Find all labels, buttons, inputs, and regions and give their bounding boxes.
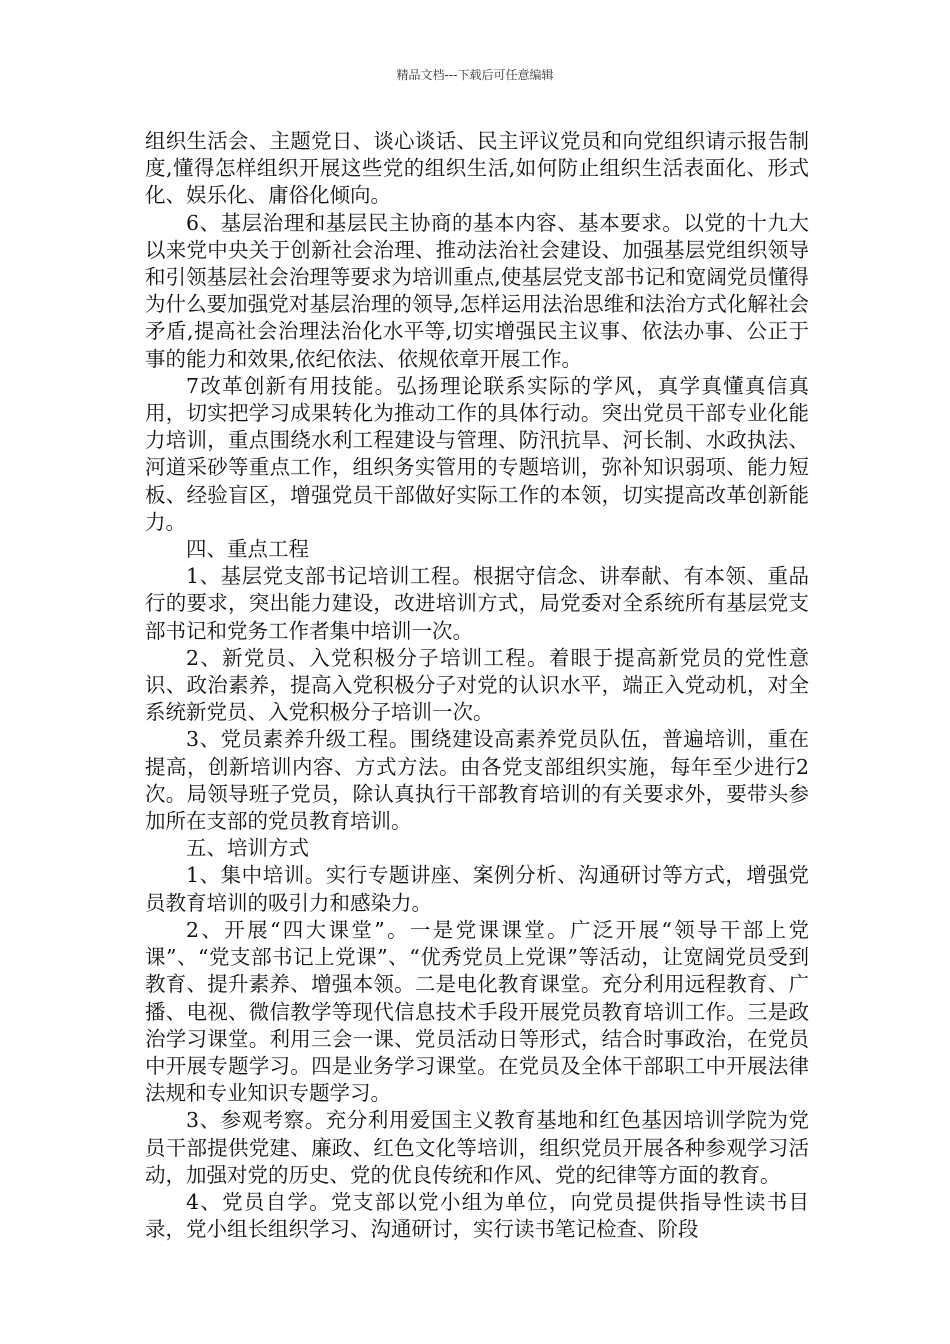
paragraph: 3、党员素养升级工程。围绕建设高素养党员队伍，普遍培训，重在提高，创新培训内容、方式方法。由各党支部组织实施，每年至少进行2次。局领导班子党员，除认真执行干部教育培训的有关要求外，要带头参加所在支部的党员教育培训。 (145, 727, 809, 834)
paragraph: 6、基层治理和基层民主协商的基本内容、基本要求。以党的十九大以来党中央关于创新社会治理、推动法治社会建设、加强基层党组织领导和引领基层社会治理等要求为培训重点,使基层党支部书记和宽阔党员懂得为什么要加强党对基层治理的领导,怎样运用法治思维和法治方式化解社会矛盾,提高社会治理法治化水平等,切实增强民主议事、依法办事、公正于事的能力和效果,依纪依法、依规依章开展工作。 (145, 210, 809, 371)
paragraph: 组织生活会、主题党日、谈心谈话、民主评议党员和向党组织请示报告制度,懂得怎样组织开展这些党的组织生活,如何防止组织生活表面化、形式化、娱乐化、庸俗化倾向。 (145, 129, 809, 208)
paragraph: 2、开展“四大课堂”。一是党课课堂。广泛开展“领导干部上党课”、“党支部书记上党课”、“优秀党员上党课”等活动，让宽阔党员受到教育、提升素养、增强本领。二是电化教育课堂。充分利用远程教育、广播、电视、微信教学等现代信息技术手段开展党员教育培训工作。三是政治学习课堂。利用三会一课、党员活动日等形式，结合时事政治，在党员中开展专题学习。四是业务学习课堂。在党员及全体干部职工中开展法律法规和专业知识专题学习。 (145, 917, 809, 1106)
paragraph: 4、党员自学。党支部以党小组为单位，向党员提供指导性读书目录，党小组长组织学习、沟通研讨，实行读书笔记检查、阶段 (145, 1189, 809, 1242)
paragraph: 1、基层党支部书记培训工程。根据守信念、讲奉献、有本领、重品行的要求，突出能力建设，改进培训方式，局党委对全系统所有基层党支部书记和党务工作者集中培训一次。 (145, 564, 809, 643)
paragraph: 7改革创新有用技能。弘扬理论联系实际的学风，真学真懂真信真用，切实把学习成果转化为推动工作的具体行动。突出党员干部专业化能力培训，重点围绕水利工程建设与管理、防汛抗旱、河长制、水政执法、河道采砂等重点工作，组织务实管用的专题培训，弥补知识弱项、能力短板、经验盲区，增强党员干部做好实际工作的本领，切实提高改革创新能力。 (145, 373, 809, 534)
document-body (145, 128, 809, 1243)
paragraph: 2、新党员、入党积极分子培训工程。着眼于提高新党员的党性意识、政治素养，提高入党积极分子对党的认识水平，端正入党动机，对全系统新党员、入党积极分子培训一次。 (145, 645, 809, 725)
section-heading: 四、重点工程 (186, 537, 309, 562)
paragraph: 1、集中培训。实行专题讲座、案例分析、沟通研讨等方式，增强党员教育培训的吸引力和感染力。 (145, 863, 809, 915)
paragraph: 3、参观考察。充分利用爱国主义教育基地和红色基因培训学院为党员干部提供党建、廉政、红色文化等培训，组织党员开展各种参观学习活动，加强对党的历史、党的优良传统和作风、党的纪律等方面的教育。 (145, 1108, 809, 1187)
page-header: 精品文档---下载后可任意编辑 (396, 68, 554, 82)
section-heading: 五、培训方式 (186, 836, 309, 861)
